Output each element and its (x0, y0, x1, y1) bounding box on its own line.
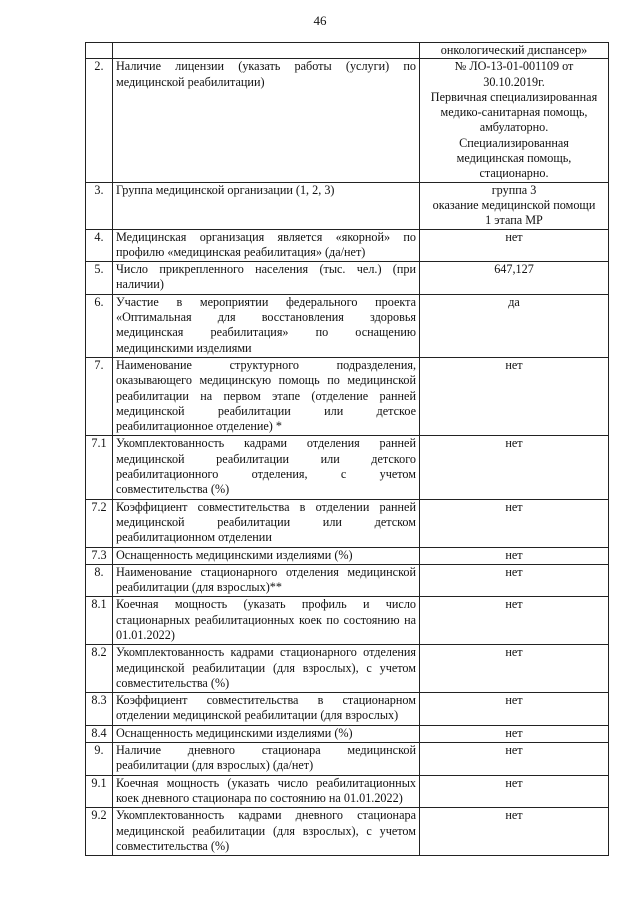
table-row (86, 262, 609, 295)
row-value (420, 547, 609, 564)
row-description: Коечная мощность (указать профиль и число стационарных реабилитационных коек по состоянию на 01.01.2022) (113, 597, 420, 645)
row-value-line: стационарно. (479, 166, 549, 181)
row-value (420, 725, 609, 742)
row-value-line: нет (505, 547, 523, 562)
row-value-line: да (508, 294, 520, 309)
row-value-line: нет (505, 436, 523, 451)
row-description: Наличие дневного стационара медицинской реабилитации (для взрослых) (да/нет) (113, 743, 420, 776)
row-value (420, 564, 609, 597)
table-row (86, 645, 609, 693)
row-number: 8.4 (86, 725, 113, 742)
table-row (86, 725, 609, 742)
row-number: 9.2 (86, 808, 113, 856)
row-value (420, 43, 609, 59)
table-row (86, 294, 609, 357)
row-number: 8.1 (86, 597, 113, 645)
row-value (420, 808, 609, 856)
row-value-line: 1 этапа МР (485, 213, 543, 228)
table-row (86, 59, 609, 182)
rehabilitation-info-table (85, 42, 609, 856)
table-row (86, 357, 609, 435)
row-description: Укомплектованность кадрами дневного стационара медицинской реабилитации (для взрослых), с учетом совместительства (%) (113, 808, 420, 856)
row-value-line: № ЛО-13-01-001109 от (454, 59, 574, 74)
row-description: Укомплектованность кадрами отделения ранней медицинской реабилитации или детского реабилитационного отделения, с учетом совместительства (%) (113, 436, 420, 499)
row-value (420, 357, 609, 435)
row-value-line: онкологический диспансер» (440, 43, 588, 57)
row-value (420, 59, 609, 182)
row-description: Укомплектованность кадрами стационарного отделения медицинской реабилитации (для взрослых), с учетом совместительства (%) (113, 645, 420, 693)
row-number: 3. (86, 182, 113, 229)
row-description: Наименование стационарного отделения медицинской реабилитации (для взрослых)** (113, 564, 420, 597)
row-number: 7.3 (86, 547, 113, 564)
row-value-line: амбулаторно. (479, 120, 549, 135)
row-value-line: 30.10.2019г. (483, 74, 545, 89)
row-description: Наличие лицензии (указать работы (услуги) по медицинской реабилитации) (113, 59, 420, 182)
row-description: Оснащенность медицинскими изделиями (%) (113, 547, 420, 564)
row-value-line: оказание медицинской помощи (432, 197, 596, 212)
row-value-line: нет (505, 808, 523, 823)
row-number: 8.3 (86, 693, 113, 726)
row-description: Наименование структурного подразделения, оказывающего медицинскую помощь по медицинской реабилитации на первом этапе (отделение ранней медицинской реабилитации или детское реабилитационное отделение) * (113, 357, 420, 435)
row-value-line: Специализированная (459, 135, 569, 150)
row-value-line: 647,127 (494, 262, 534, 277)
row-number: 2. (86, 59, 113, 182)
row-value (420, 743, 609, 776)
row-value-line: нет (505, 645, 523, 660)
row-description: Группа медицинской организации (1, 2, 3) (113, 182, 420, 229)
row-description (113, 43, 420, 59)
row-number: 8. (86, 564, 113, 597)
table-row (86, 743, 609, 776)
row-number: 7. (86, 357, 113, 435)
row-value (420, 294, 609, 357)
row-value-line: нет (505, 725, 523, 740)
table-row (86, 182, 609, 229)
table-row (86, 499, 609, 547)
row-number: 7.2 (86, 499, 113, 547)
row-description: Медицинская организация является «якорной» по профилю «медицинская реабилитация» (да/нет) (113, 229, 420, 262)
row-number: 5. (86, 262, 113, 295)
table-row (86, 229, 609, 262)
table-row (86, 547, 609, 564)
row-description: Оснащенность медицинскими изделиями (%) (113, 725, 420, 742)
table-row (86, 693, 609, 726)
page-number: 46 (313, 13, 327, 28)
row-value (420, 775, 609, 808)
table-row (86, 808, 609, 856)
row-value-line: Первичная специализированная (430, 89, 598, 104)
row-value (420, 262, 609, 295)
row-number: 8.2 (86, 645, 113, 693)
row-value-line: нет (505, 229, 523, 244)
row-value-line: нет (505, 597, 523, 612)
row-description: Участие в мероприятии федерального проекта «Оптимальная для восстановления здоровья медицинская реабилитация» по оснащению медицинскими изделиями (113, 294, 420, 357)
row-number (86, 43, 113, 59)
row-value-line: медицинская помощь, (456, 151, 572, 166)
row-value (420, 499, 609, 547)
row-value (420, 436, 609, 499)
row-value-line: нет (505, 499, 523, 514)
row-value-line: нет (505, 564, 523, 579)
row-description: Коэффициент совместительства в отделении ранней медицинской реабилитации или детском реабилитационном отделении (113, 499, 420, 547)
table-row (86, 597, 609, 645)
row-value-line: нет (505, 357, 523, 372)
row-value-line: нет (505, 743, 523, 758)
row-value (420, 597, 609, 645)
table-row (86, 564, 609, 597)
row-description: Число прикрепленного населения (тыс. чел.) (при наличии) (113, 262, 420, 295)
row-number: 6. (86, 294, 113, 357)
row-value (420, 693, 609, 726)
row-value-line: медико-санитарная помощь, (440, 105, 588, 120)
table-row (86, 775, 609, 808)
row-number: 9. (86, 743, 113, 776)
row-value-line: нет (505, 775, 523, 790)
row-value (420, 182, 609, 229)
row-value (420, 229, 609, 262)
row-value-line: нет (505, 693, 523, 708)
row-description: Коечная мощность (указать число реабилитационных коек дневного стационара по состоянию на 01.01.2022) (113, 775, 420, 808)
row-number: 4. (86, 229, 113, 262)
row-value (420, 645, 609, 693)
row-number: 7.1 (86, 436, 113, 499)
table-row (86, 436, 609, 499)
row-number: 9.1 (86, 775, 113, 808)
table-body (86, 43, 609, 856)
row-description: Коэффициент совместительства в стационарном отделении медицинской реабилитации (для взрослых) (113, 693, 420, 726)
row-value-line: группа 3 (491, 182, 537, 197)
table-row (86, 43, 609, 59)
